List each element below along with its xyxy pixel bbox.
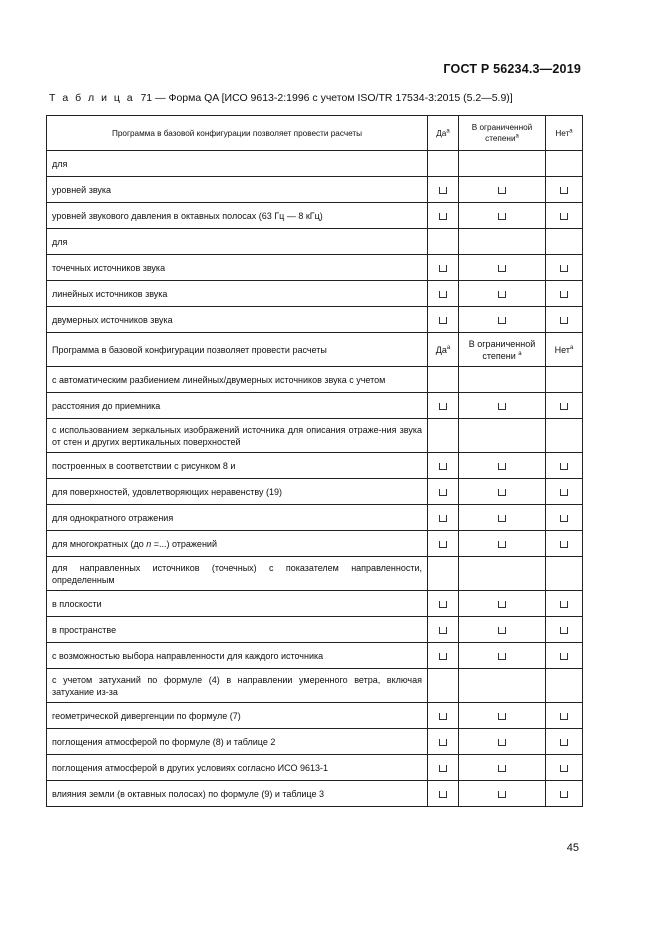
checkbox-no[interactable] <box>560 317 568 324</box>
table-row <box>47 281 583 307</box>
row-label: геометрической дивергенции по формуле (7) <box>47 703 428 729</box>
checkbox-limited[interactable] <box>498 403 506 410</box>
checkbox-no[interactable] <box>560 653 568 660</box>
row-label: с учетом затуханий по формуле (4) в направлении умеренного ветра, включая затухание из-за <box>47 669 428 703</box>
table-row <box>47 255 583 281</box>
checkbox-no[interactable] <box>560 265 568 272</box>
row-label: с использованием зеркальных изображений источника для описания отраже-ния звука от стен и других вертикальных поверхностей <box>47 419 428 453</box>
checkbox-limited[interactable] <box>498 713 506 720</box>
checkbox-yes[interactable] <box>439 653 447 660</box>
row-label: для направленных источников (точечных) с показателем направленности, определенным <box>47 557 428 591</box>
table-header-row <box>47 116 583 151</box>
table-row <box>47 177 583 203</box>
checkbox-no[interactable] <box>560 187 568 194</box>
table-row <box>47 729 583 755</box>
row-label: поглощения атмосферой в других условиях согласно ИСО 9613-1 <box>47 755 428 781</box>
table-row <box>47 617 583 643</box>
checkbox-no[interactable] <box>560 213 568 220</box>
row-label: линейных источников звука <box>47 281 428 307</box>
header-yes: $Да^a$ <box>428 116 459 151</box>
subheader-no: Нет$^a$ <box>546 333 583 367</box>
checkbox-limited[interactable] <box>498 291 506 298</box>
checkbox-yes[interactable] <box>439 213 447 220</box>
row-label: расстояния до приемника <box>47 393 428 419</box>
checkbox-yes[interactable] <box>439 463 447 470</box>
checkbox-yes[interactable] <box>439 265 447 272</box>
row-label: в плоскости <box>47 591 428 617</box>
row-label: с автоматическим разбиением линейных/двумерных источников звука с учетом <box>47 367 428 393</box>
checkbox-no[interactable] <box>560 765 568 772</box>
checkbox-no[interactable] <box>560 713 568 720</box>
table-row <box>47 393 583 419</box>
row-label: двумерных источников звука <box>47 307 428 333</box>
checkbox-yes[interactable] <box>439 187 447 194</box>
header-program: Программа в базовой конфигурации позволяет провести расчеты <box>47 116 428 151</box>
row-label: в пространстве <box>47 617 428 643</box>
header-no: Нет$^a$ <box>546 116 583 151</box>
checkbox-limited[interactable] <box>498 765 506 772</box>
checkbox-yes[interactable] <box>439 791 447 798</box>
table-row <box>47 453 583 479</box>
checkbox-yes[interactable] <box>439 541 447 548</box>
table-row <box>47 591 583 617</box>
row-label: с возможностью выбора направленности для каждого источника <box>47 643 428 669</box>
table-row <box>47 505 583 531</box>
header-limited: В ограниченной степени$^a$ <box>459 116 546 151</box>
row-label: Программа в базовой конфигурации позволяет провести расчеты <box>47 333 428 367</box>
row-label: уровней звука <box>47 177 428 203</box>
table-row <box>47 531 583 557</box>
table-row <box>47 703 583 729</box>
table-row <box>47 367 583 393</box>
row-label: построенных в соответствии с рисунком 8 и <box>47 453 428 479</box>
checkbox-limited[interactable] <box>498 265 506 272</box>
table-row <box>47 229 583 255</box>
subheader-yes: $Да^a$ <box>428 333 459 367</box>
checkbox-limited[interactable] <box>498 739 506 746</box>
checkbox-yes[interactable] <box>439 627 447 634</box>
checkbox-limited[interactable] <box>498 187 506 194</box>
row-label: для <box>47 151 428 177</box>
table-row <box>47 755 583 781</box>
standard-code: ГОСТ Р 56234.3—2019 <box>443 62 581 76</box>
row-label: для поверхностей, удовлетворяющих неравенству (19) <box>47 479 428 505</box>
caption-prefix: Т а б л и ц а <box>49 92 135 104</box>
row-label: для однократного отражения <box>47 505 428 531</box>
checkbox-limited[interactable] <box>498 317 506 324</box>
checkbox-no[interactable] <box>560 291 568 298</box>
table-caption <box>49 92 513 104</box>
checkbox-yes[interactable] <box>439 739 447 746</box>
checkbox-limited[interactable] <box>498 601 506 608</box>
checkbox-limited[interactable] <box>498 463 506 470</box>
table-row <box>47 781 583 807</box>
subheader-limited: В ограниченной степени $^a$ <box>459 333 546 367</box>
checkbox-yes[interactable] <box>439 601 447 608</box>
checkbox-limited[interactable] <box>498 213 506 220</box>
checkbox-no[interactable] <box>560 791 568 798</box>
table-row <box>47 557 583 591</box>
checkbox-no[interactable] <box>560 739 568 746</box>
checkbox-yes[interactable] <box>439 489 447 496</box>
row-label: поглощения атмосферой по формуле (8) и таблице 2 <box>47 729 428 755</box>
checkbox-limited[interactable] <box>498 791 506 798</box>
checkbox-no[interactable] <box>560 403 568 410</box>
checkbox-yes[interactable] <box>439 515 447 522</box>
row-label: для <box>47 229 428 255</box>
checkbox-no[interactable] <box>560 541 568 548</box>
checkbox-yes[interactable] <box>439 403 447 410</box>
checkbox-limited[interactable] <box>498 489 506 496</box>
row-label: точечных источников звука <box>47 255 428 281</box>
checkbox-no[interactable] <box>560 515 568 522</box>
row-label: уровней звукового давления в октавных полосах (63 Гц — 8 кГц) <box>47 203 428 229</box>
table-row <box>47 479 583 505</box>
table-row <box>47 307 583 333</box>
row-label: для многократных (до n =...) отражений <box>47 531 428 557</box>
table-row <box>47 151 583 177</box>
checkbox-no[interactable] <box>560 489 568 496</box>
checkbox-yes[interactable] <box>439 765 447 772</box>
table-row <box>47 669 583 703</box>
page-number: 45 <box>566 842 579 854</box>
table-row <box>47 203 583 229</box>
checkbox-yes[interactable] <box>439 317 447 324</box>
checkbox-limited[interactable] <box>498 653 506 660</box>
checkbox-no[interactable] <box>560 627 568 634</box>
row-label: влияния земли (в октавных полосах) по формуле (9) и таблице 3 <box>47 781 428 807</box>
checkbox-limited[interactable] <box>498 515 506 522</box>
checkbox-no[interactable] <box>560 463 568 470</box>
qa-form-table <box>46 115 583 807</box>
checkbox-limited[interactable] <box>498 627 506 634</box>
table-row <box>47 643 583 669</box>
checkbox-limited[interactable] <box>498 541 506 548</box>
table-subheader-row <box>47 333 583 367</box>
checkbox-no[interactable] <box>560 601 568 608</box>
checkbox-yes[interactable] <box>439 291 447 298</box>
caption-text: 71 — Форма QA [ИСО 9613-2:1996 с учетом ISO/TR 17534-3:2015 (5.2—5.9)] <box>140 92 513 104</box>
checkbox-yes[interactable] <box>439 713 447 720</box>
table-row <box>47 419 583 453</box>
